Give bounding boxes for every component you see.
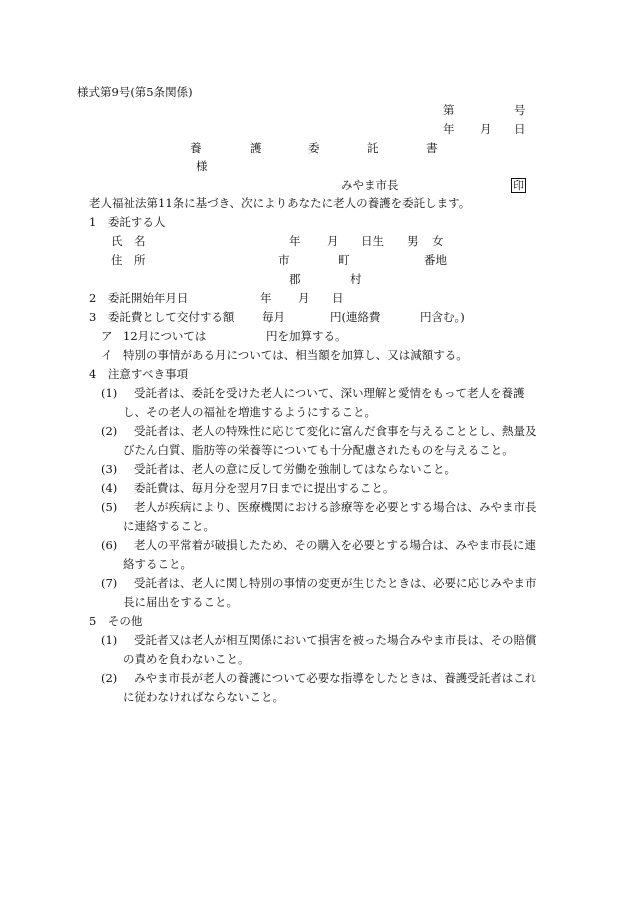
sex-male: 男 — [407, 234, 419, 248]
start-day: 日 — [332, 291, 344, 305]
item-marker: ア — [101, 329, 113, 343]
date-year: 年 — [443, 122, 455, 136]
address-banchi: 番地 — [424, 253, 447, 267]
section-heading: 5 その他 — [89, 614, 143, 628]
item-line: 長に届出をすること。 — [123, 595, 238, 609]
sex-female: 女 — [432, 234, 444, 248]
birth-month: 月 — [327, 234, 339, 248]
item-text: 12月については — [123, 329, 207, 343]
item-line: に連絡すること。 — [123, 519, 215, 533]
date-month: 月 — [480, 122, 492, 136]
item-line: 受託者は、委託を受けた老人について、深い理解と愛情をもって老人を養護 — [134, 386, 525, 400]
fee-yen-close: 円含む。) — [420, 310, 465, 324]
item-line: 老人の平常着が破損したため、その購入を必要とする場合は、みやま市長に連 — [134, 538, 537, 552]
fee-monthly: 毎月 — [262, 310, 285, 324]
item-line: 受託者は、老人の意に反して労働を強制してはならないこと。 — [134, 462, 456, 476]
section-heading: 4 注意すべき事項 — [89, 367, 189, 381]
number-gou: 号 — [514, 103, 526, 117]
item-number: (2) — [101, 424, 118, 438]
address-gun: 郡 — [289, 272, 301, 286]
start-year: 年 — [260, 291, 272, 305]
birth-day: 日生 — [361, 234, 384, 248]
item-line: みやま市長が老人の養護について必要な指導をしたときは、養護受託者はこれ — [134, 671, 537, 685]
name-label: 氏 名 — [111, 234, 146, 248]
item-number: (7) — [101, 576, 118, 590]
fee-yen-incl: 円(連絡費 — [330, 310, 381, 324]
item-text: 特別の事情がある月については、相当額を加算し、又は減額する。 — [123, 348, 468, 362]
item-number: (3) — [101, 462, 118, 476]
item-line: に従わなければならないこと。 — [123, 690, 284, 704]
item-line: 受託者は、老人の特殊性に応じて変化に富んだ食事を与えることとし、熱量及 — [134, 424, 537, 438]
date-day: 日 — [514, 122, 526, 136]
item-line: し、その老人の福祉を増進するようにすること。 — [123, 405, 376, 419]
item-line: 委託費は、毎月分を翌月7日までに提出すること。 — [134, 481, 395, 495]
title-char: 養 — [190, 141, 202, 155]
item-marker: イ — [101, 348, 113, 362]
intro-text: 老人福祉法第11条に基づき、次によりあなたに老人の養護を委託します。 — [89, 196, 471, 210]
item-line: びたん白質、脂肪等の栄養等についても十分配慮されたものを与えること。 — [123, 443, 514, 457]
addressee-suffix: 様 — [196, 159, 208, 173]
address-label: 住 所 — [111, 253, 146, 267]
item-number: (6) — [101, 538, 118, 552]
address-village: 村 — [350, 272, 362, 286]
section-heading: 3 委託費として交付する額 — [89, 310, 235, 324]
item-number: (4) — [101, 481, 118, 495]
start-month: 月 — [298, 291, 310, 305]
title-char: 託 — [367, 141, 379, 155]
item-line: 受託者又は老人が相互関係において損害を被った場合みやま市長は、その賠償 — [134, 633, 537, 647]
section-heading: 2 委託開始年月日 — [89, 291, 189, 305]
issuer-name: みやま市長 — [341, 178, 399, 192]
item-number: (5) — [101, 500, 118, 514]
address-city: 市 — [278, 253, 290, 267]
item-text: 円を加算する。 — [266, 329, 347, 343]
seal-mark: 印 — [513, 179, 524, 192]
title-char: 書 — [426, 141, 438, 155]
birth-year: 年 — [289, 234, 301, 248]
address-town: 町 — [338, 253, 350, 267]
number-dai: 第 — [443, 103, 455, 117]
item-number: (1) — [101, 386, 118, 400]
item-line: の責めを負わないこと。 — [123, 652, 250, 666]
item-line: 絡すること。 — [123, 557, 192, 571]
title-char: 護 — [250, 141, 262, 155]
item-number: (1) — [101, 633, 118, 647]
form-number: 様式第9号(第5条関係) — [77, 85, 193, 99]
item-line: 老人が疾病により、医療機関における診療等を必要とする場合は、みやま市長 — [134, 500, 537, 514]
section-heading: 1 委託する人 — [89, 215, 166, 229]
item-line: 受託者は、老人に関し特別の事情の変更が生じたときは、必要に応じみやま市 — [134, 576, 537, 590]
title-char: 委 — [308, 141, 320, 155]
item-number: (2) — [101, 671, 118, 685]
